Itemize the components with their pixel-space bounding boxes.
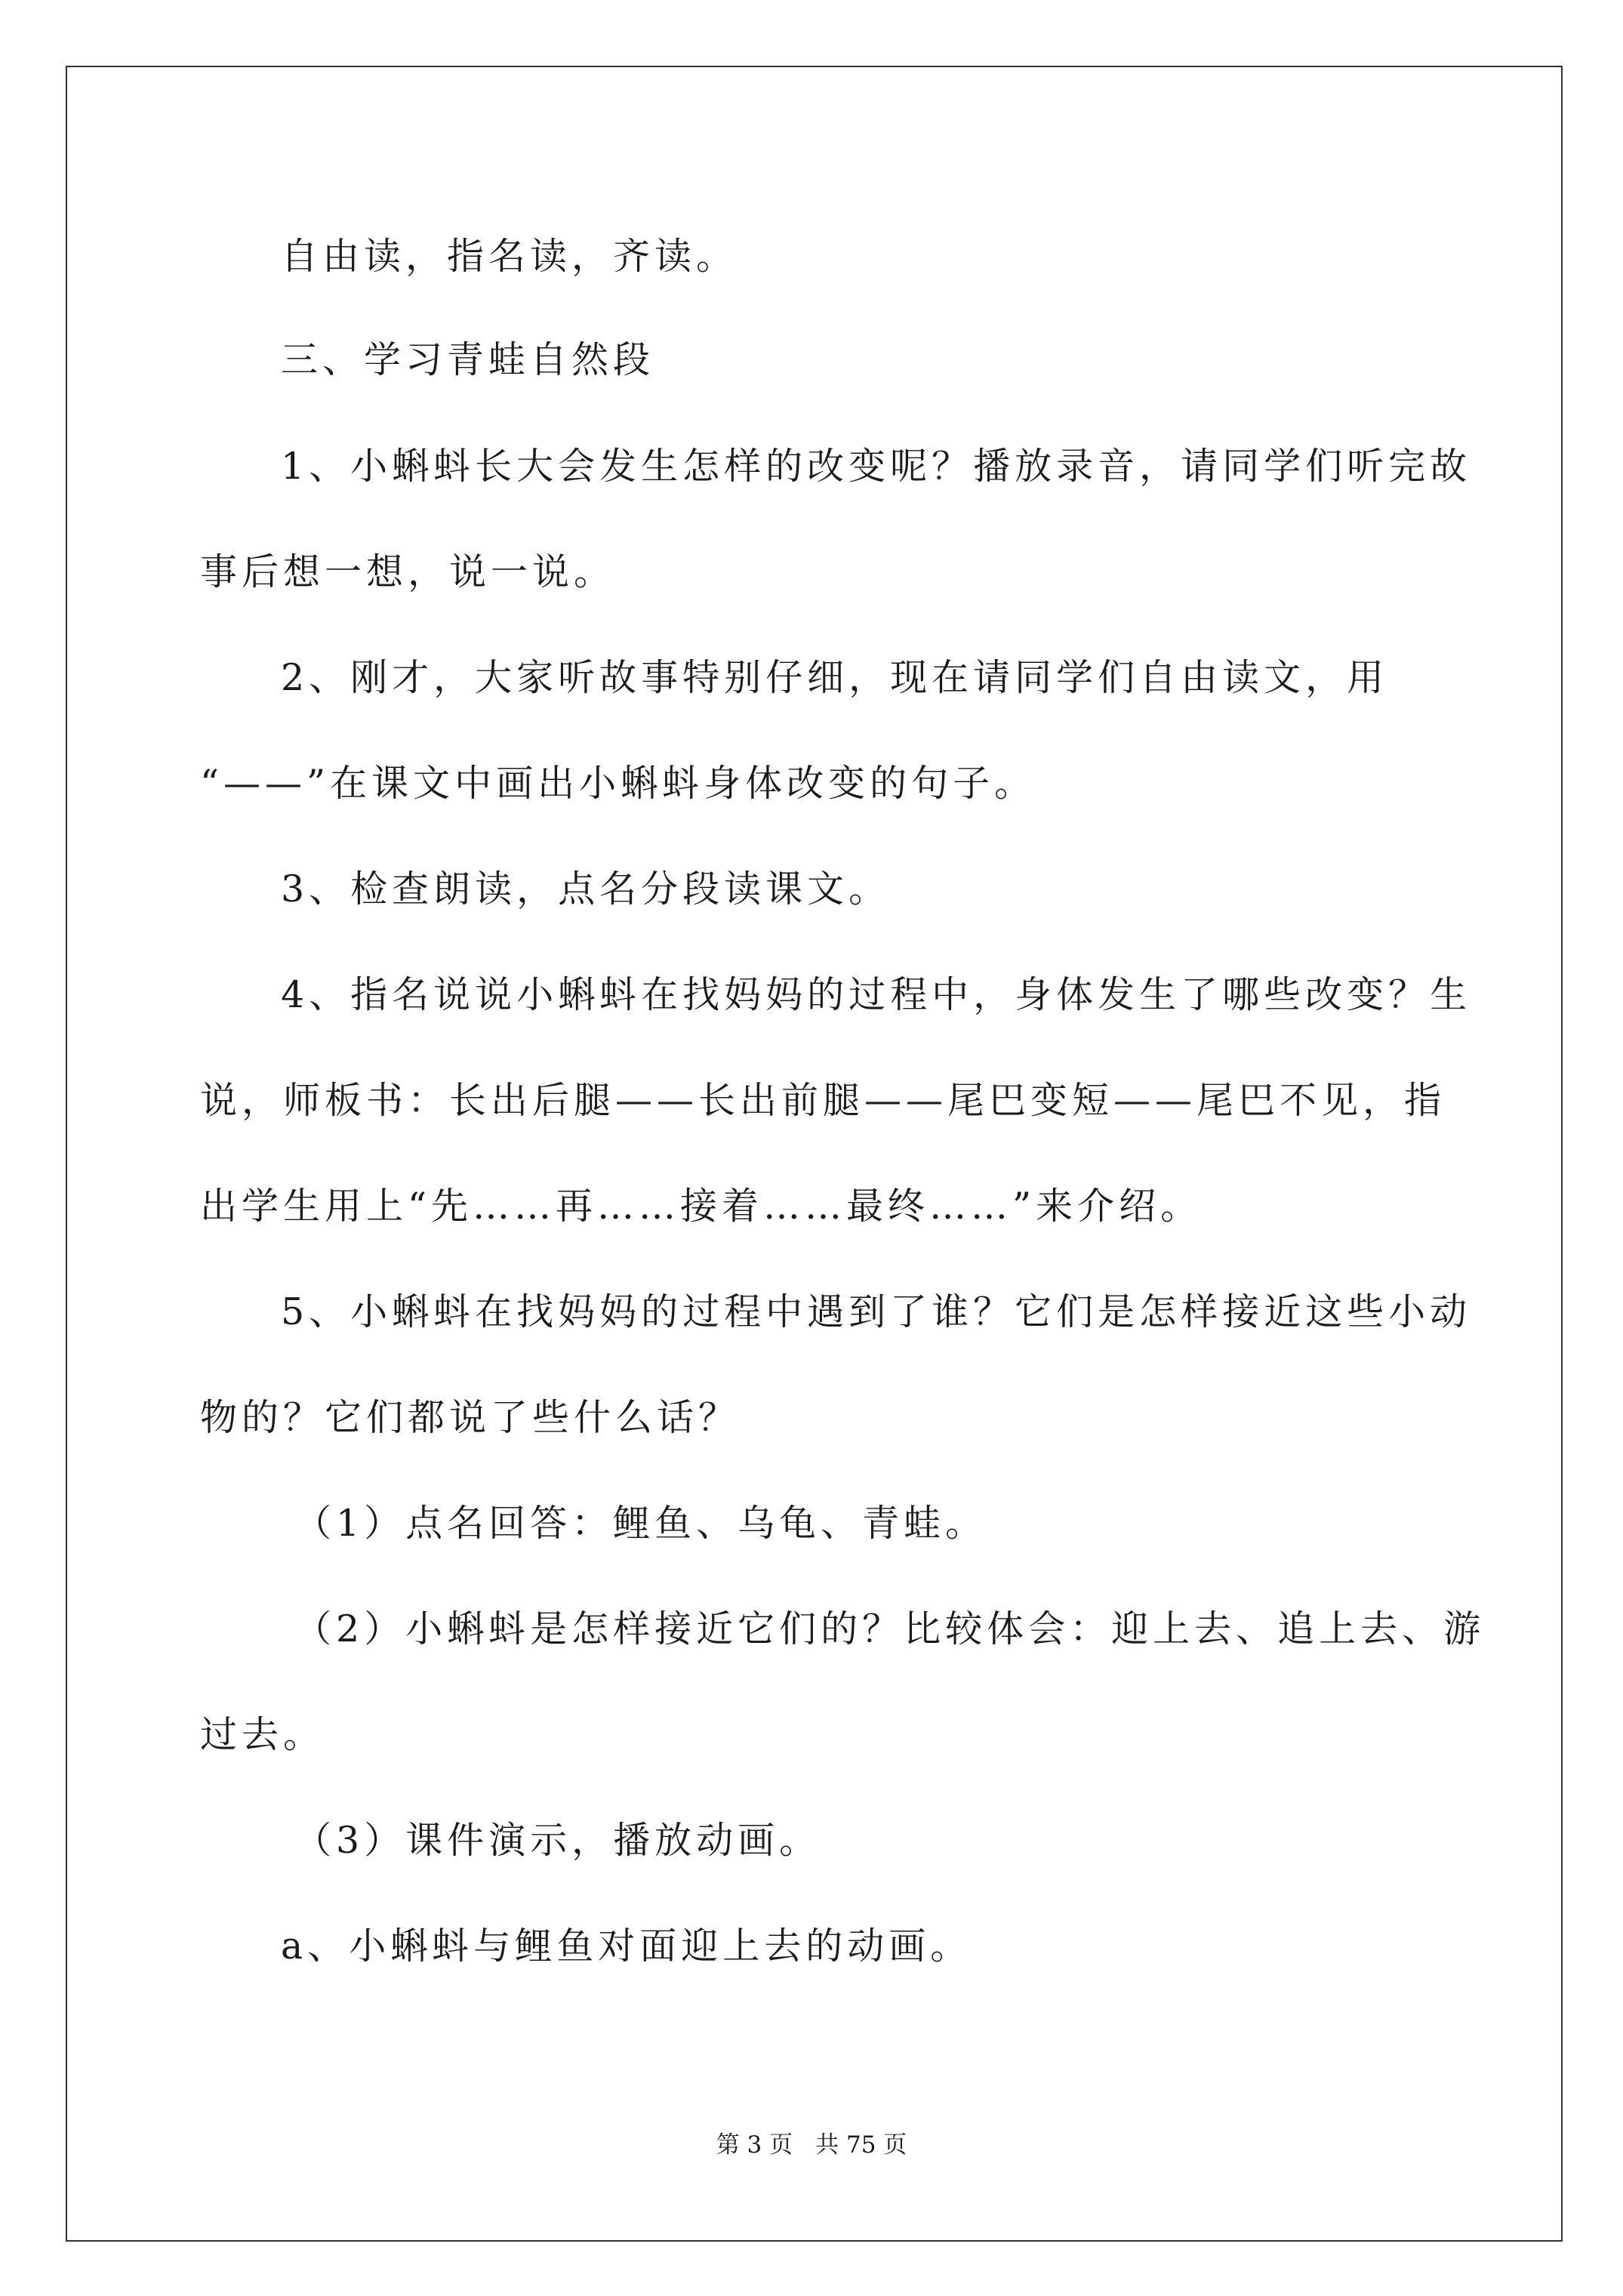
paragraph-line: （2）小蝌蚪是怎样接近它们的？比较体会：迎上去、追上去、游 xyxy=(294,1607,1486,1650)
paragraph-line: 出学生用上“先……再……接着……最终……”来介绍。 xyxy=(200,1185,1203,1228)
paragraph-line: 说，师板书：长出后腿——长出前腿——尾巴变短——尾巴不见，指 xyxy=(200,1079,1446,1122)
page-total: 共 75 页 xyxy=(815,2131,907,2159)
paragraph-line: （1）点名回答：鲤鱼、乌龟、青蛙。 xyxy=(294,1502,987,1545)
section-heading: 三、学习青蛙自然段 xyxy=(281,338,655,381)
paragraph-line: “——”在课文中画出小蝌蚪身体改变的句子。 xyxy=(200,762,1036,805)
paragraph-line: 4、指名说说小蝌蚪在找妈妈的过程中，身体发生了哪些改变？生 xyxy=(281,973,1472,1016)
paragraph-line: 5、小蝌蚪在找妈妈的过程中遇到了谁？它们是怎样接近这些小动 xyxy=(281,1290,1472,1333)
page-border xyxy=(66,66,1563,2242)
paragraph-line: （3）课件演示，播放动画。 xyxy=(294,1819,821,1862)
paragraph-line: 物的？它们都说了些什么话？ xyxy=(200,1396,741,1439)
paragraph-line: 自由读，指名读，齐读。 xyxy=(281,235,738,278)
paragraph-line: 2、刚才，大家听故事特别仔细，现在请同学们自由读文，用 xyxy=(281,656,1389,699)
paragraph-line: 过去。 xyxy=(200,1713,325,1756)
paragraph-line: 1、小蝌蚪长大会发生怎样的改变呢？播放录音，请同学们听完故 xyxy=(281,445,1472,488)
page-footer xyxy=(0,2131,1623,2159)
paragraph-line: a、小蝌蚪与鲤鱼对面迎上去的动画。 xyxy=(281,1925,972,1968)
paragraph-line: 事后想一想，说一说。 xyxy=(200,550,616,593)
paragraph-line: 3、检查朗读，点名分段读课文。 xyxy=(281,868,891,911)
page-number: 第 3 页 xyxy=(716,2131,793,2159)
